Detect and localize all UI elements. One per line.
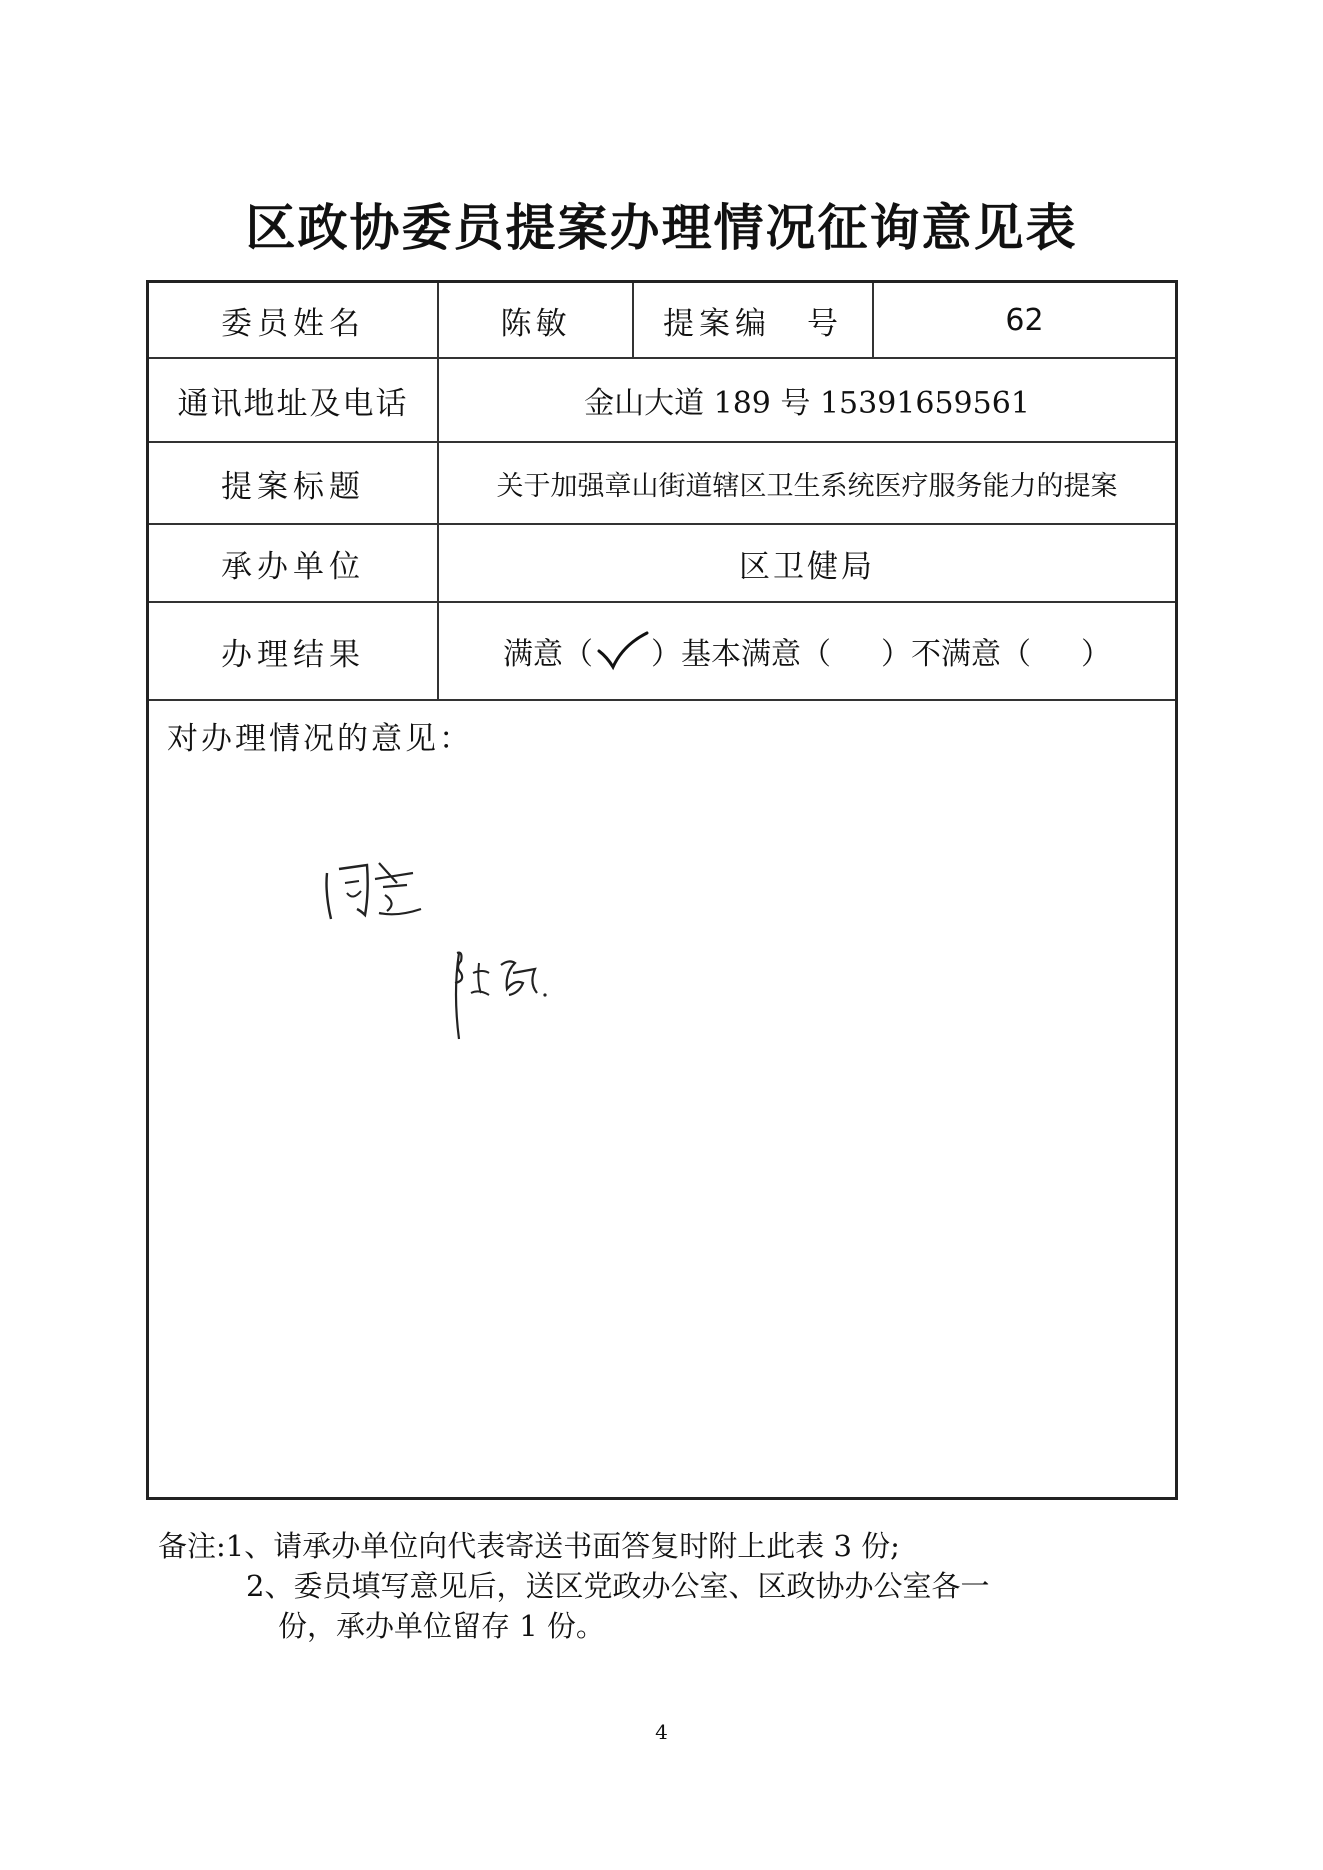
opinion-form <box>146 280 1178 1500</box>
contact-value: 金山大道 189 号 15391659561 <box>584 386 1030 421</box>
option-unsatisfied-close: ） <box>1081 637 1111 672</box>
proposal-number-label: 提案编 号 <box>634 283 874 357</box>
member-name-label: 委员姓名 <box>149 283 439 357</box>
result-label: 办理结果 <box>149 603 439 699</box>
handwritten-comment <box>317 853 427 925</box>
result-options <box>439 603 1175 699</box>
proposal-number-value: 62 <box>1005 302 1044 338</box>
form-title: 区政协委员提案办理情况征询意见表 <box>245 198 1078 257</box>
option-basically-satisfied-label: 基本满意（ <box>681 637 831 672</box>
row-member <box>149 283 1175 359</box>
page-number: 4 <box>655 1720 668 1744</box>
option-unsatisfied-label: 不满意（ <box>911 637 1031 672</box>
row-handler <box>149 525 1175 603</box>
subject-value: 关于加强章山街道辖区卫生系统医疗服务能力的提案 <box>496 470 1118 502</box>
member-name-value: 陈敏 <box>439 283 634 357</box>
opinion-label: 对办理情况的意见： <box>167 721 473 757</box>
note-line-1: 备注:1、请承办单位向代表寄送书面答复时附上此表 3 份; <box>158 1529 900 1563</box>
row-subject <box>149 443 1175 525</box>
checkmark-icon <box>593 631 651 671</box>
option-satisfied-close: ） <box>651 637 681 672</box>
subject-label: 提案标题 <box>149 443 439 523</box>
contact-label: 通讯地址及电话 <box>149 359 439 441</box>
handwritten-signature <box>449 943 559 1043</box>
handler-value: 区卫健局 <box>739 548 875 585</box>
note-line-2: 2、委员填写意见后，送区党政办公室、区政协办公室各一 <box>246 1569 990 1603</box>
handler-label: 承办单位 <box>149 525 439 601</box>
note-line-3: 份，承办单位留存 1 份。 <box>278 1609 605 1643</box>
row-contact <box>149 359 1175 443</box>
option-satisfied-label: 满意（ <box>503 637 593 672</box>
row-result <box>149 603 1175 701</box>
option-basically-satisfied-close: ） <box>881 637 911 672</box>
